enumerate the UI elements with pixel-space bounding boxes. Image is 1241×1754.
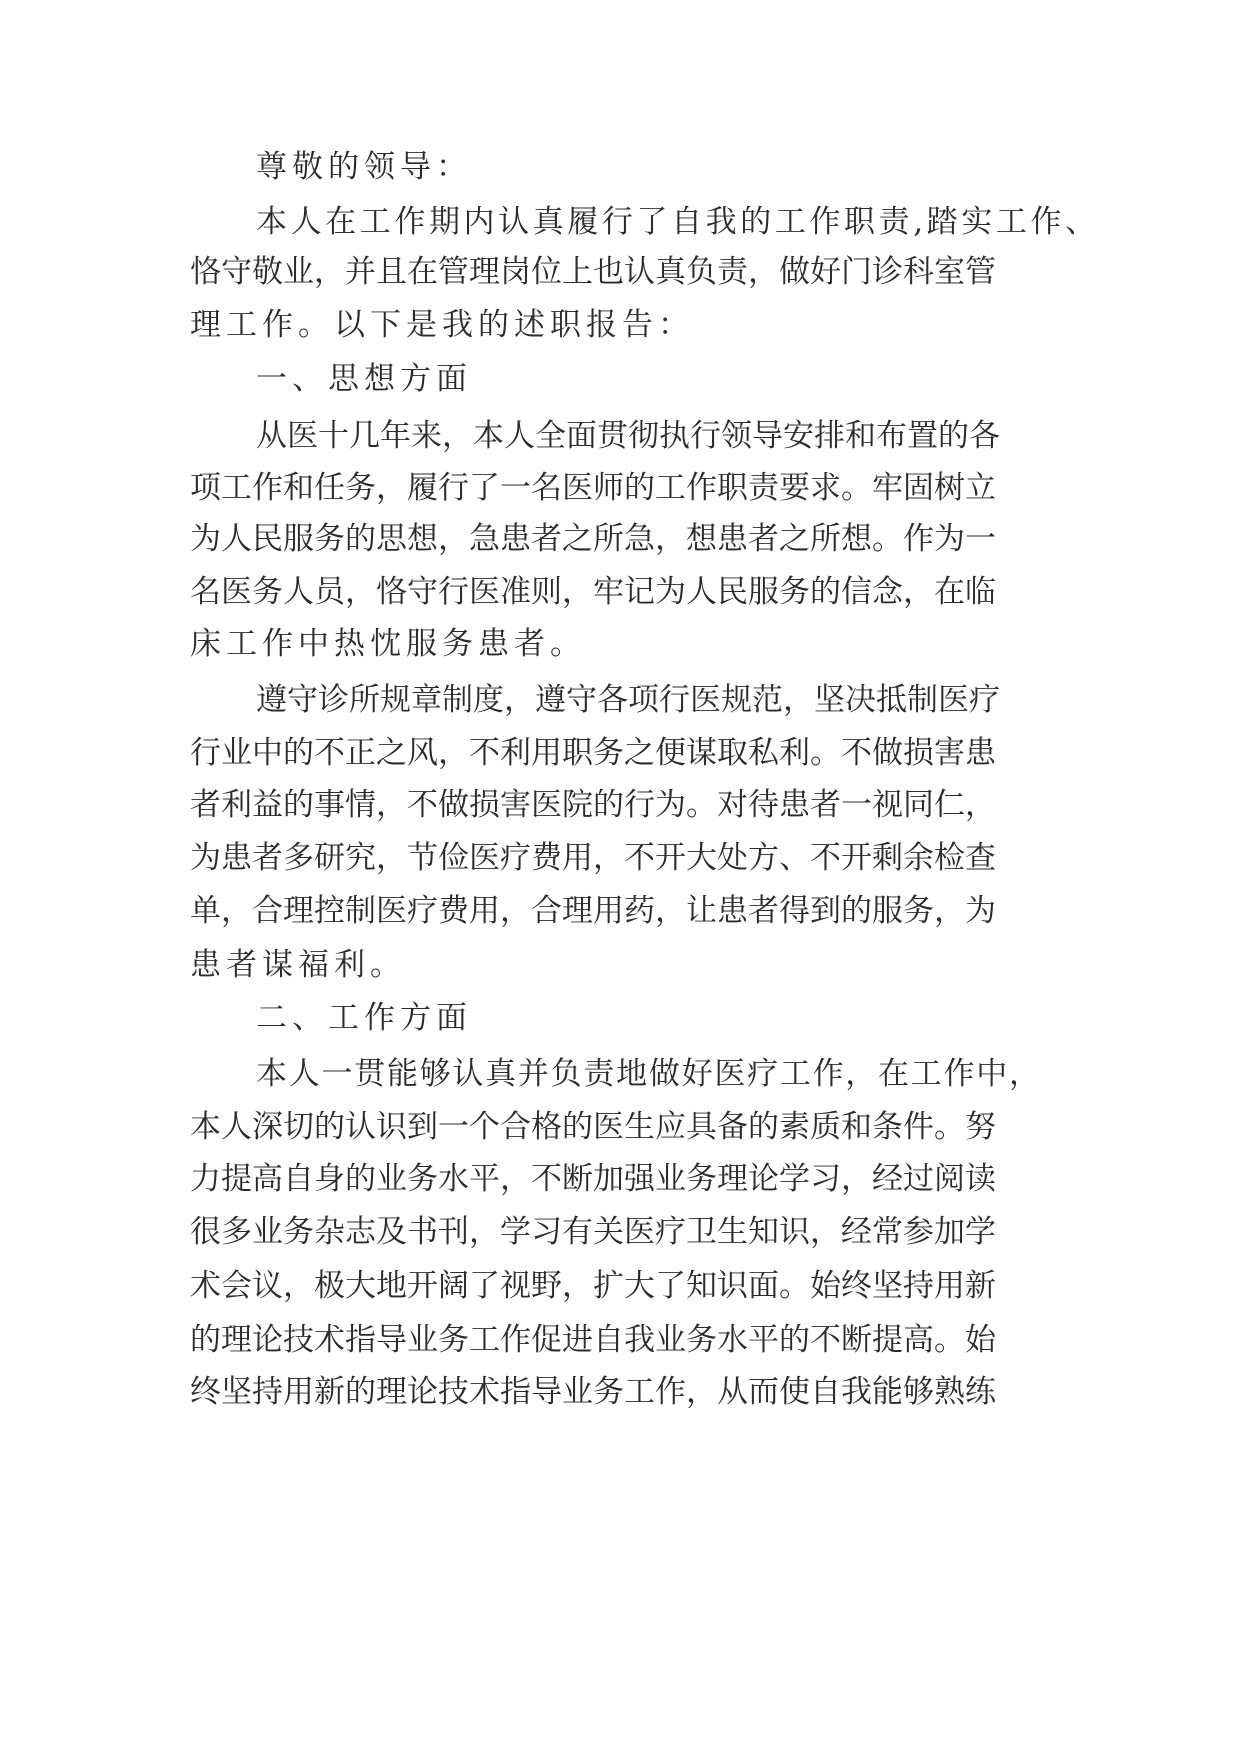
paragraph-line: 者利益的事情，不做损害医院的行为。对待患者一视同仁， (190, 787, 996, 823)
paragraph-line: 力提高自身的业务水平，不断加强业务理论学习，经过阅读 (190, 1161, 996, 1197)
paragraph-line: 的理论技术指导业务工作促进自我业务水平的不断提高。始 (190, 1322, 996, 1358)
paragraph-line: 本人在工作期内认真履行了自我的工作职责,踏实工作、 (256, 204, 1096, 240)
paragraph-line: 床工作中热忱服务患者。 (190, 626, 586, 662)
paragraph-line: 理工作。以下是我的述职报告： (190, 307, 694, 343)
paragraph-line: 为患者多研究，节俭医疗费用，不开大处方、不开剩余检查 (190, 840, 996, 876)
paragraph-line: 名医务人员，恪守行医准则，牢记为人民服务的信念，在临 (190, 574, 996, 610)
paragraph-line: 从医十几年来，本人全面贯彻执行领导安排和布置的各 (256, 418, 1000, 454)
paragraph-line: 恪守敬业，并且在管理岗位上也认真负责，做好门诊科室管 (190, 254, 996, 290)
section-heading-thought: 一、思想方面 (256, 361, 472, 397)
paragraph-line: 遵守诊所规章制度，遵守各项行医规范，坚决抵制医疗 (256, 682, 1000, 718)
paragraph-line: 行业中的不正之风，不利用职务之便谋取私利。不做损害患 (190, 735, 996, 771)
paragraph-line: 本人深切的认识到一个合格的医生应具备的素质和条件。努 (190, 1109, 996, 1145)
paragraph-line: 很多业务杂志及书刊，学习有关医疗卫生知识，经常参加学 (190, 1214, 996, 1250)
paragraph-line: 本人一贯能够认真并负责地做好医疗工作，在工作中， (256, 1056, 1040, 1092)
paragraph-line: 单，合理控制医疗费用，合理用药，让患者得到的服务，为 (190, 893, 996, 929)
salutation: 尊敬的领导： (256, 149, 472, 185)
paragraph-line: 为人民服务的思想，急患者之所急，想患者之所想。作为一 (190, 521, 996, 557)
paragraph-line: 术会议，极大地开阔了视野，扩大了知识面。始终坚持用新 (190, 1268, 996, 1304)
section-heading-work: 二、工作方面 (256, 1000, 472, 1036)
paragraph-line: 患者谋福利。 (190, 947, 406, 983)
paragraph-line: 终坚持用新的理论技术指导业务工作，从而使自我能够熟练 (190, 1374, 996, 1410)
paragraph-line: 项工作和任务，履行了一名医师的工作职责要求。牢固树立 (190, 470, 996, 506)
